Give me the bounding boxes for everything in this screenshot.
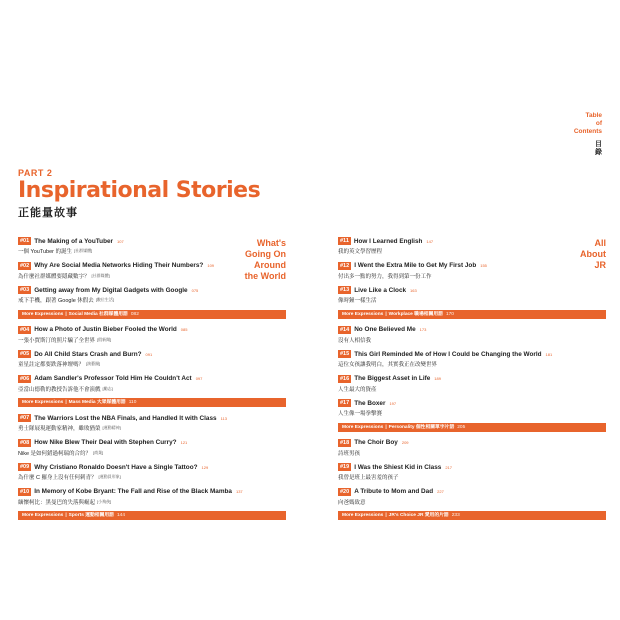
entry-page: 197 — [389, 400, 397, 406]
entry-number: #09 — [20, 464, 30, 470]
entry-title: This Girl Reminded Me of How I Could be Changing the World — [354, 350, 542, 358]
bar-page: 170 — [445, 311, 454, 317]
entry-note: [商業] — [93, 449, 104, 455]
entry-title: Live Like a Clock — [354, 286, 407, 294]
entry-title: The Choir Boy — [354, 439, 398, 446]
bar-topic: Mass Media 大眾媒體用語 — [68, 400, 126, 405]
entry-title: The Warriors Lost the NBA Finals, and Handled It with Class — [34, 414, 217, 422]
entry-zh-title: 童星註定都要跌落神壇嗎？ — [18, 362, 85, 368]
entries-group — [338, 236, 606, 304]
entry-page: 129 — [201, 464, 209, 470]
entries-group — [18, 413, 286, 506]
toc-entry[interactable] — [18, 374, 286, 393]
entry-page: 097 — [195, 376, 203, 381]
toc-entry[interactable] — [338, 374, 606, 393]
entry-zh-title: 人生最大的資產 — [338, 386, 377, 393]
toc-line-2: of — [595, 120, 602, 127]
bar-topic: Workplace 職場相關用語 — [388, 311, 443, 317]
entry-title: Why Cristiano Ronaldo Doesn't Have a Single Tattoo? — [34, 463, 198, 471]
bar-page: 233 — [451, 513, 460, 518]
part-subtitle: 正能量故事 — [18, 207, 78, 219]
entry-note: [運動員形象] — [98, 474, 121, 479]
entry-zh-title: 亞當山德勒的教授告訴他不會演戲 — [18, 386, 101, 393]
toc-entry[interactable] — [18, 487, 286, 506]
entries-group — [338, 325, 606, 418]
entry-title: No One Believed Me — [354, 326, 416, 333]
toc-entry[interactable] — [18, 349, 286, 368]
entry-zh-title: 詩班男孩 — [338, 450, 361, 457]
bar-topic: Personality 個性相關單字片語 — [388, 424, 455, 430]
entry-number: #04 — [20, 326, 30, 333]
entry-zh-title: 我的英文學習歷程 — [338, 249, 383, 255]
entry-zh-title: 我曾是班上最害羞的孩子 — [338, 475, 399, 481]
toc-entry[interactable] — [338, 236, 606, 255]
toc-entry[interactable] — [18, 438, 286, 457]
toc-entry[interactable] — [18, 285, 286, 304]
bar-topic: JR's Choice JR 愛用的片語 — [388, 513, 449, 518]
entry-note: [小飛俠] — [97, 498, 112, 504]
toc-entry[interactable] — [338, 487, 606, 506]
bar-label: More Expressions — [22, 311, 64, 317]
entry-note: [演藝圈] — [86, 361, 101, 366]
entry-number: #07 — [20, 415, 30, 421]
toc-entry[interactable] — [338, 285, 606, 304]
section-line: All — [594, 238, 606, 248]
bar-page: 082 — [130, 311, 139, 317]
entry-number: #10 — [20, 488, 30, 495]
bar-label: More Expressions — [342, 311, 384, 317]
toc-entry[interactable] — [338, 325, 606, 344]
bar-separator: | — [385, 513, 387, 518]
entry-page: 091 — [145, 351, 153, 357]
entry-zh-title: Nike 是如何錯過柯瑞的合約？ — [18, 450, 92, 457]
entry-page: 085 — [180, 327, 188, 332]
toc-entry[interactable] — [338, 438, 606, 457]
bar-page: 144 — [116, 513, 125, 518]
right-column — [338, 236, 606, 526]
entry-zh-title: 這位女孩讓我明白，其實我正在改變世界 — [338, 362, 438, 368]
entry-number: #08 — [20, 439, 30, 446]
entry-page: 163 — [410, 287, 417, 293]
entry-number: #13 — [340, 287, 350, 293]
entry-zh-title: 勇士隊展現運動家精神，雖敗猶榮 — [18, 426, 101, 432]
entry-page: 121 — [180, 440, 188, 445]
entry-title: Do All Child Stars Crash and Burn? — [34, 350, 142, 358]
entry-number: #11 — [340, 238, 349, 244]
bar-topic: Sports 運動相關用語 — [68, 513, 114, 518]
bar-page: 205 — [457, 424, 466, 430]
entry-number: #02 — [20, 262, 30, 269]
entry-page: 137 — [235, 489, 243, 494]
bar-topic: Social Media 社群媒體用語 — [68, 311, 128, 317]
entry-title: I Went the Extra Mile to Get My First Job — [354, 262, 477, 269]
entry-title: The Biggest Asset in Life — [354, 375, 431, 382]
entry-note: [社群媒體] — [74, 248, 93, 253]
bar-separator: | — [65, 513, 67, 518]
entry-number: #01 — [20, 238, 30, 244]
part-label: PART 2 — [18, 168, 53, 178]
entry-page: 147 — [426, 238, 434, 244]
toc-line-3: Contents — [573, 128, 602, 135]
bar-page: 110 — [128, 400, 137, 405]
toc-entry[interactable] — [18, 325, 286, 344]
toc-line-1: Table — [585, 112, 602, 119]
toc-zh — [574, 141, 602, 157]
entry-title: A Tribute to Mom and Dad — [354, 488, 434, 495]
part-header — [18, 168, 260, 220]
section-line: Going On — [245, 249, 286, 259]
entry-title: How a Photo of Justin Bieber Fooled the World — [34, 326, 177, 333]
entry-number: #03 — [20, 287, 30, 293]
toc-entry[interactable] — [338, 398, 606, 417]
bar-label: More Expressions — [342, 513, 384, 518]
section-line: JR — [594, 260, 606, 270]
entry-number: #12 — [340, 262, 350, 269]
section-line: Around — [254, 260, 286, 270]
entry-page: 189 — [434, 376, 441, 381]
section-line: What's — [256, 238, 286, 248]
bar-separator: | — [385, 311, 387, 317]
entry-title: Getting away from My Digital Gadgets with Google — [34, 286, 188, 294]
toc-entry[interactable] — [18, 261, 286, 280]
entry-number: #06 — [20, 375, 30, 382]
more-expressions-bar[interactable] — [338, 310, 606, 319]
entry-note: [勵志] — [102, 385, 113, 391]
entry-page: 227 — [437, 489, 444, 494]
toc-entry[interactable] — [338, 349, 606, 368]
part-title: Inspirational Stories — [18, 178, 261, 203]
entry-page: 217 — [445, 464, 452, 470]
entry-title: I Was the Shiest Kid in Class — [354, 463, 442, 471]
more-expressions-bar[interactable] — [18, 511, 286, 520]
entry-title: Why Are Social Media Networks Hiding Their Numbers? — [34, 262, 204, 269]
toc-entry[interactable] — [18, 413, 286, 432]
entry-number: #16 — [340, 375, 350, 382]
entries-group — [338, 438, 606, 506]
entry-page: 181 — [545, 351, 553, 357]
more-expressions-bar[interactable] — [18, 398, 286, 407]
entry-zh-title: 為什麼 C 羅身上沒有任何刺青？ — [18, 475, 97, 481]
section-line: About — [580, 249, 606, 259]
bar-separator: | — [65, 400, 67, 405]
entry-title: How Nike Blew Their Deal with Stephen Curry? — [34, 439, 177, 446]
entry-page: 107 — [117, 238, 124, 244]
entry-zh-title: 一張小賈斯汀的照片騙了全世界 — [18, 337, 96, 344]
entry-number: #15 — [340, 351, 350, 357]
entry-title: In Memory of Kobe Bryant: The Fall and Rise of the Black Mamba — [34, 488, 232, 495]
more-expressions-bar[interactable] — [18, 310, 286, 319]
entries-group — [18, 325, 286, 393]
left-column — [18, 236, 286, 526]
entry-note: [假新聞] — [97, 336, 112, 342]
bar-label: More Expressions — [22, 400, 64, 405]
entry-title: The Boxer — [354, 399, 386, 407]
entry-number: #20 — [340, 488, 350, 495]
entry-number: #14 — [340, 326, 350, 333]
toc-entry[interactable] — [18, 236, 286, 255]
entries-group — [18, 236, 286, 304]
entry-page: 209 — [401, 440, 409, 445]
more-expressions-bar[interactable] — [338, 511, 606, 520]
entry-note: [運動精神] — [102, 425, 121, 430]
entry-zh-title: 戒下手機，跟著 Google 休假去 — [18, 298, 94, 304]
entry-title: Adam Sandler's Professor Told Him He Couldn't Act — [34, 375, 192, 382]
entry-page: 109 — [207, 263, 215, 268]
entry-zh-title: 像時鐘一樣生活 — [338, 298, 377, 304]
entry-title: The Making of a YouTuber — [34, 237, 114, 245]
toc-zh-2: 錄 — [595, 149, 602, 156]
bar-separator: | — [385, 424, 387, 430]
entry-page: 173 — [419, 327, 427, 332]
more-expressions-bar[interactable] — [338, 423, 606, 432]
entry-zh-title: 人生像一場拳擊賽 — [338, 411, 383, 417]
table-of-contents-label — [574, 112, 602, 157]
entry-note: [數位生活] — [95, 297, 115, 302]
entry-zh-title: 沒有人相信我 — [338, 337, 372, 344]
entry-number: #05 — [20, 351, 30, 357]
bar-separator: | — [65, 311, 67, 317]
entry-zh-title: 緬懷柯比：黑曼巴的失落與崛起 — [18, 499, 96, 506]
toc-entry[interactable] — [18, 462, 286, 481]
entry-number: #18 — [340, 439, 350, 446]
toc-entry[interactable] — [338, 462, 606, 481]
toc-entry[interactable] — [338, 261, 606, 280]
entry-note: [社群媒體] — [91, 272, 110, 278]
entry-number: #17 — [340, 400, 350, 406]
entry-title: How I Learned English — [353, 237, 423, 245]
entry-page: 155 — [480, 263, 487, 268]
bar-label: More Expressions — [342, 424, 384, 430]
entry-zh-title: 一個 YouTuber 的誕生 — [18, 249, 73, 255]
entry-zh-title: 為什麼社群媒體要隱藏數字？ — [18, 273, 90, 280]
section-line: the World — [244, 271, 286, 281]
entry-number: #19 — [340, 464, 350, 470]
entry-zh-title: 付出多一點的努力，我得到第一份工作 — [338, 273, 432, 280]
entry-page: 113 — [220, 415, 227, 421]
entry-page: 075 — [191, 287, 199, 293]
toc-zh-1: 目 — [595, 141, 602, 148]
entry-zh-title: 向爸媽致意 — [338, 499, 366, 506]
bar-label: More Expressions — [22, 513, 64, 518]
